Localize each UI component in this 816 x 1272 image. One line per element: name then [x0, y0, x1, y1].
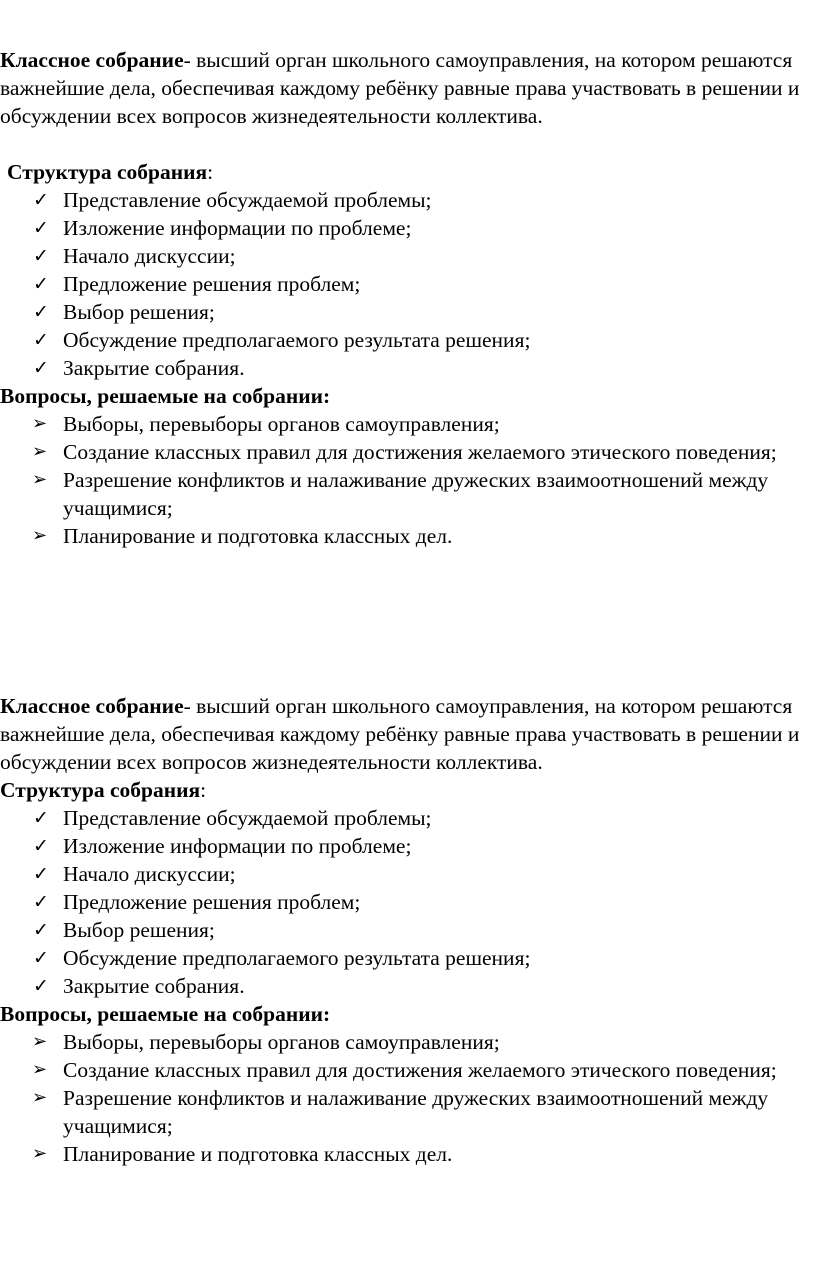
questions-heading: Вопросы, решаемые на собрании: — [0, 384, 331, 408]
list-item: ✓ Начало дискуссии; — [33, 244, 236, 268]
structure-list — [0, 804, 812, 1000]
structure-heading: Структура собрания: — [0, 778, 207, 802]
list-item: ➢ Планирование и подготовка классных дел. — [32, 524, 453, 548]
checkmark-icon: ✓ — [33, 357, 49, 379]
checkmark-icon: ✓ — [33, 835, 49, 857]
list-item: ➢ Разрешение конфликтов и налаживание дружеских взаимоотношений между учащимися; — [32, 1086, 769, 1138]
checkmark-icon: ✓ — [33, 863, 49, 885]
arrowhead-icon: ➢ — [32, 413, 48, 434]
questions-heading: Вопросы, решаемые на собрании: — [0, 1002, 331, 1026]
arrowhead-icon: ➢ — [32, 1143, 48, 1164]
arrowhead-icon: ➢ — [32, 525, 48, 546]
intro-definition: - высший орган школьного самоуправления, на котором решаются важнейшие дела, обеспечивая каждому ребёнку равные права участвовать в решении и обсуждении всех вопросов жизнедеятельности коллектива. — [0, 48, 800, 128]
intro-definition: - высший орган школьного самоуправления, на котором решаются важнейшие дела, обеспечивая каждому ребёнку равные права участвовать в решении и обсуждении всех вопросов жизнедеятельности коллектива. — [0, 694, 800, 774]
arrowhead-icon: ➢ — [32, 1059, 48, 1080]
intro-term: Классное собрание — [0, 48, 184, 72]
checkmark-icon: ✓ — [33, 245, 49, 267]
list-item: ➢ Создание классных правил для достижения желаемого этического поведения; — [32, 1058, 777, 1082]
list-item: ✓ Закрытие собрания. — [33, 356, 245, 380]
list-item: ✓ Начало дискуссии; — [33, 862, 236, 886]
checkmark-icon: ✓ — [33, 891, 49, 913]
questions-list — [0, 410, 812, 550]
list-item: ✓ Обсуждение предполагаемого результата решения; — [33, 946, 531, 970]
checkmark-icon: ✓ — [33, 273, 49, 295]
list-item: ✓ Представление обсуждаемой проблемы; — [33, 806, 432, 830]
list-item: ➢ Выборы, перевыборы органов самоуправления; — [32, 412, 500, 436]
document-section-1 — [0, 46, 812, 550]
intro-paragraph — [0, 46, 812, 130]
checkmark-icon: ✓ — [33, 807, 49, 829]
intro-term: Классное собрание — [0, 694, 184, 718]
checkmark-icon: ✓ — [33, 947, 49, 969]
list-item: ✓ Обсуждение предполагаемого результата решения; — [33, 328, 531, 352]
checkmark-icon: ✓ — [33, 329, 49, 351]
intro-paragraph — [0, 692, 812, 776]
checkmark-icon: ✓ — [33, 217, 49, 239]
list-item: ➢ Выборы, перевыборы органов самоуправления; — [32, 1030, 500, 1054]
arrowhead-icon: ➢ — [32, 441, 48, 462]
list-item: ✓ Изложение информации по проблеме; — [33, 216, 412, 240]
structure-list — [0, 186, 812, 382]
arrowhead-icon: ➢ — [32, 1087, 48, 1108]
structure-heading: Структура собрания: — [7, 160, 214, 184]
list-item: ➢ Планирование и подготовка классных дел. — [32, 1142, 453, 1166]
arrowhead-icon: ➢ — [32, 469, 48, 490]
list-item: ✓ Выбор решения; — [33, 300, 215, 324]
questions-list — [0, 1028, 812, 1168]
document-section-2 — [0, 692, 812, 1168]
checkmark-icon: ✓ — [33, 975, 49, 997]
arrowhead-icon: ➢ — [32, 1031, 48, 1052]
checkmark-icon: ✓ — [33, 189, 49, 211]
list-item: ➢ Создание классных правил для достижения желаемого этического поведения; — [32, 440, 777, 464]
list-item: ✓ Изложение информации по проблеме; — [33, 834, 412, 858]
list-item: ✓ Предложение решения проблем; — [33, 890, 361, 914]
list-item: ✓ Предложение решения проблем; — [33, 272, 361, 296]
checkmark-icon: ✓ — [33, 301, 49, 323]
list-item: ✓ Выбор решения; — [33, 918, 215, 942]
checkmark-icon: ✓ — [33, 919, 49, 941]
spacer — [0, 130, 812, 158]
list-item: ✓ Представление обсуждаемой проблемы; — [33, 188, 432, 212]
list-item: ✓ Закрытие собрания. — [33, 974, 245, 998]
list-item: ➢ Разрешение конфликтов и налаживание дружеских взаимоотношений между учащимися; — [32, 468, 769, 520]
